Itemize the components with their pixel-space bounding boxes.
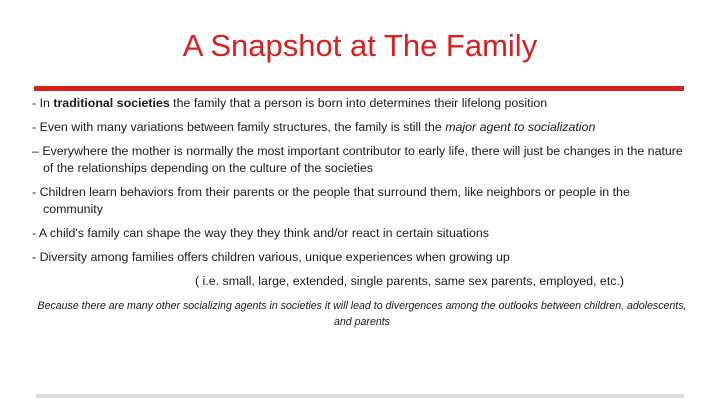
bullet-prefix: - In xyxy=(32,96,54,110)
bullet-item xyxy=(32,225,692,242)
bullet-text: - Even with many variations between family structures, the family is still the xyxy=(32,120,446,134)
bullet-item xyxy=(32,119,692,136)
bullet-bold-phrase: traditional societies xyxy=(53,96,170,110)
bullet-text: – Everywhere the mother is normally the most important contributor to early life, there will just be changes in the nature of the relationships depending on the culture of the societies xyxy=(32,144,683,175)
bottom-bar xyxy=(36,394,684,398)
title-underline xyxy=(34,86,684,91)
bullet-text: - Children learn behaviors from their parents or the people that surround them, like neighbors or people in the community xyxy=(32,185,630,216)
bullet-item xyxy=(32,184,692,218)
bullet-item xyxy=(32,95,692,112)
footer-note: Because there are many other socializing agents in societies it will lead to divergences among the outlooks between children, adolescents, and parents xyxy=(37,300,687,328)
slide-title: A Snapshot at The Family xyxy=(182,28,538,63)
bullet-italic-phrase: major agent to socialization xyxy=(445,120,596,134)
bullet-text: the family that a person is born into determines their lifelong position xyxy=(169,96,548,110)
bullet-item xyxy=(32,249,692,266)
bullet-text: - A child's family can shape the way they they think and/or react in certain situations xyxy=(32,226,489,240)
bullet-list xyxy=(32,95,692,330)
examples-line: ( i.e. small, large, extended, single parents, same sex parents, employed, etc.) xyxy=(194,274,625,288)
bullet-item xyxy=(32,143,692,177)
bullet-text: - Diversity among families offers children various, unique experiences when growing up xyxy=(32,250,510,264)
